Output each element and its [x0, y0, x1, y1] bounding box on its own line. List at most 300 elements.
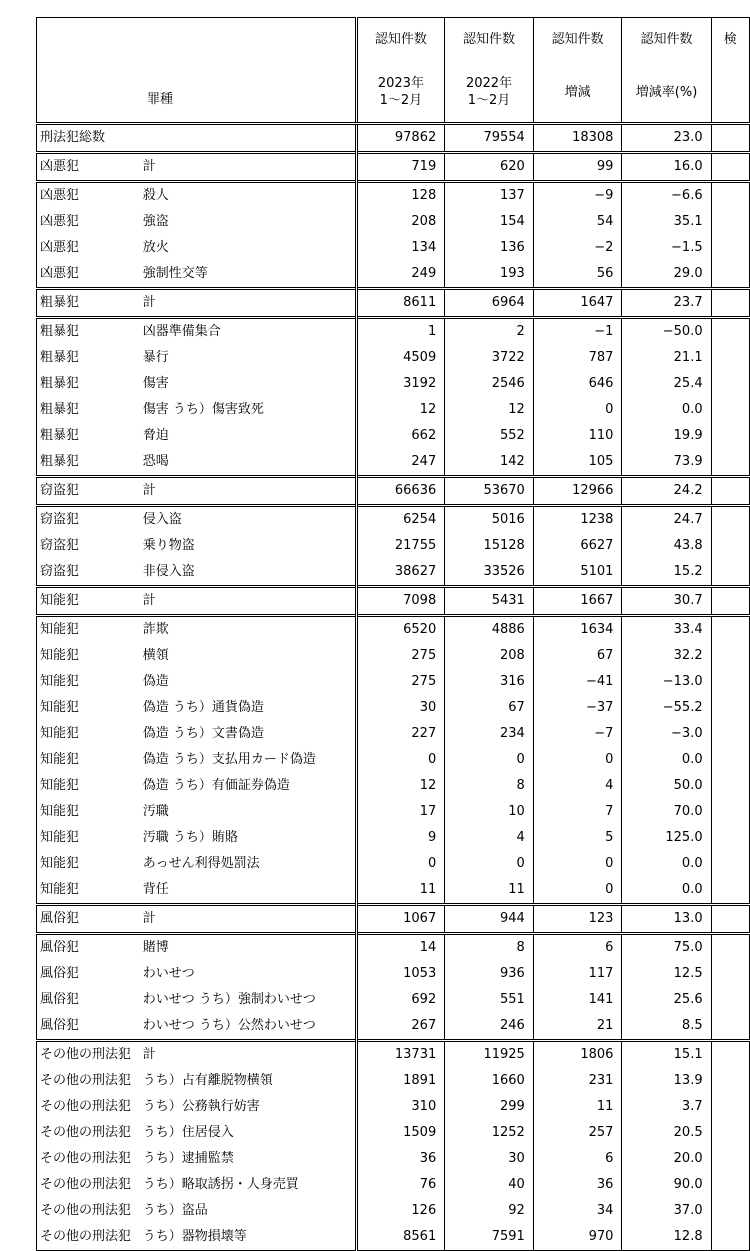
count-2023: 662	[356, 423, 445, 449]
clipped-cell	[711, 1013, 749, 1041]
count-2022: 246	[445, 1013, 534, 1041]
crime-subtype: うち）盗品	[143, 1198, 356, 1224]
crime-category: 風俗犯	[37, 934, 143, 962]
table-row	[37, 397, 750, 423]
crime-subtype: うち）略取誘拐・人身売買	[143, 1172, 356, 1198]
count-2022: 3722	[445, 345, 534, 371]
count-2022: 67	[445, 695, 534, 721]
count-2022: 12	[445, 397, 534, 423]
count-2023: 128	[356, 182, 445, 210]
count-diff: 6	[533, 1146, 622, 1172]
table-row	[37, 825, 750, 851]
count-2022: 4	[445, 825, 534, 851]
count-2022: 1660	[445, 1068, 534, 1094]
count-2022: 299	[445, 1094, 534, 1120]
change-rate: 15.1	[622, 1041, 711, 1069]
count-2022: 2	[445, 318, 534, 346]
table-row	[37, 987, 750, 1013]
clipped-cell	[711, 1198, 749, 1224]
clipped-cell	[711, 533, 749, 559]
table-row	[37, 1041, 750, 1069]
crime-subtype: 偽造 うち）通貨偽造	[143, 695, 356, 721]
table-row	[37, 961, 750, 987]
clipped-cell	[711, 318, 749, 346]
clipped-cell	[711, 506, 749, 534]
change-rate: 37.0	[622, 1198, 711, 1224]
crime-category: その他の刑法犯	[37, 1146, 143, 1172]
crime-subtype: 暴行	[143, 345, 356, 371]
crime-category: 窃盗犯	[37, 559, 143, 587]
crime-subtype: 強盗	[143, 209, 356, 235]
crime-subtype: 偽造 うち）文書偽造	[143, 721, 356, 747]
change-rate: 43.8	[622, 533, 711, 559]
table-row	[37, 559, 750, 587]
crime-subtype: 計	[143, 905, 356, 934]
crime-subtype: 計	[143, 587, 356, 616]
count-diff: 231	[533, 1068, 622, 1094]
table-row	[37, 449, 750, 477]
table-row	[37, 477, 750, 506]
count-2023: 13731	[356, 1041, 445, 1069]
change-rate: 0.0	[622, 747, 711, 773]
clipped-cell	[711, 209, 749, 235]
change-rate: 90.0	[622, 1172, 711, 1198]
change-rate: 30.7	[622, 587, 711, 616]
count-2023: 692	[356, 987, 445, 1013]
count-2022: 0	[445, 851, 534, 877]
crime-subtype: 汚職 うち）賄賂	[143, 825, 356, 851]
count-2023: 8561	[356, 1224, 445, 1251]
count-diff: 141	[533, 987, 622, 1013]
count-2023: 9	[356, 825, 445, 851]
count-2023: 21755	[356, 533, 445, 559]
count-2022: 92	[445, 1198, 534, 1224]
count-2022: 79554	[445, 124, 534, 153]
table-row	[37, 1224, 750, 1251]
crime-category: 知能犯	[37, 747, 143, 773]
crime-category: 知能犯	[37, 799, 143, 825]
count-2022: 551	[445, 987, 534, 1013]
crime-type-header: 罪種	[37, 18, 357, 124]
clipped-cell	[711, 905, 749, 934]
count-2023: 1509	[356, 1120, 445, 1146]
count-2022: 936	[445, 961, 534, 987]
crime-category: その他の刑法犯	[37, 1094, 143, 1120]
crime-subtype: 放火	[143, 235, 356, 261]
change-rate: 20.5	[622, 1120, 711, 1146]
table-row	[37, 506, 750, 534]
count-diff: 0	[533, 397, 622, 423]
count-diff: 646	[533, 371, 622, 397]
clipped-cell	[711, 695, 749, 721]
count-diff: 67	[533, 643, 622, 669]
table-row	[37, 182, 750, 210]
count-2022: 4886	[445, 616, 534, 644]
table-row	[37, 235, 750, 261]
count-2022: 208	[445, 643, 534, 669]
table-row	[37, 799, 750, 825]
crime-category: その他の刑法犯	[37, 1041, 143, 1069]
count-2023: 310	[356, 1094, 445, 1120]
count-2022: 53670	[445, 477, 534, 506]
table-row	[37, 261, 750, 289]
crime-category: 粗暴犯	[37, 449, 143, 477]
crime-subtype: 殺人	[143, 182, 356, 210]
crime-category: 知能犯	[37, 825, 143, 851]
count-diff: 6627	[533, 533, 622, 559]
crime-subtype: 計	[143, 477, 356, 506]
count-diff: 1667	[533, 587, 622, 616]
crime-category: 粗暴犯	[37, 289, 143, 318]
count-diff: 11	[533, 1094, 622, 1120]
col-header-2023: 2023年 1～2月	[356, 62, 445, 124]
count-2022: 944	[445, 905, 534, 934]
crime-subtype: 賭博	[143, 934, 356, 962]
table-row	[37, 153, 750, 182]
count-2023: 36	[356, 1146, 445, 1172]
change-rate: −1.5	[622, 235, 711, 261]
count-2022: 316	[445, 669, 534, 695]
clipped-cell	[711, 587, 749, 616]
count-2023: 247	[356, 449, 445, 477]
count-diff: 99	[533, 153, 622, 182]
clipped-cell	[711, 153, 749, 182]
count-2023: 134	[356, 235, 445, 261]
change-rate: 23.7	[622, 289, 711, 318]
count-2023: 11	[356, 877, 445, 905]
count-diff: 117	[533, 961, 622, 987]
clipped-cell	[711, 124, 749, 153]
crime-statistics-table	[36, 17, 750, 1251]
crime-subtype: わいせつ	[143, 961, 356, 987]
crime-subtype: 計	[143, 1041, 356, 1069]
count-2023: 6254	[356, 506, 445, 534]
crime-category: 風俗犯	[37, 987, 143, 1013]
count-2023: 12	[356, 773, 445, 799]
count-diff: 110	[533, 423, 622, 449]
crime-subtype: うち）逮捕監禁	[143, 1146, 356, 1172]
count-2023: 1891	[356, 1068, 445, 1094]
clipped-cell	[711, 1041, 749, 1069]
count-diff: 56	[533, 261, 622, 289]
crime-subtype: 横領	[143, 643, 356, 669]
crime-category: 粗暴犯	[37, 318, 143, 346]
count-2022: 11925	[445, 1041, 534, 1069]
crime-category: 風俗犯	[37, 961, 143, 987]
crime-category: 知能犯	[37, 851, 143, 877]
count-2022: 620	[445, 153, 534, 182]
count-diff: 5101	[533, 559, 622, 587]
count-2023: 12	[356, 397, 445, 423]
clipped-cell	[711, 182, 749, 210]
table-row	[37, 773, 750, 799]
count-diff: 36	[533, 1172, 622, 1198]
clipped-cell	[711, 423, 749, 449]
change-rate: 70.0	[622, 799, 711, 825]
clipped-cell	[711, 1068, 749, 1094]
crime-category: 凶悪犯	[37, 182, 143, 210]
crime-subtype: 侵入盗	[143, 506, 356, 534]
count-diff: 6	[533, 934, 622, 962]
table-row	[37, 905, 750, 934]
crime-category: 粗暴犯	[37, 371, 143, 397]
change-rate: 0.0	[622, 397, 711, 423]
clipped-cell	[711, 289, 749, 318]
crime-category: 知能犯	[37, 773, 143, 799]
change-rate: 8.5	[622, 1013, 711, 1041]
count-diff: 5	[533, 825, 622, 851]
crime-category: 粗暴犯	[37, 423, 143, 449]
clipped-cell	[711, 643, 749, 669]
clipped-cell	[711, 851, 749, 877]
change-rate: 50.0	[622, 773, 711, 799]
change-rate: 125.0	[622, 825, 711, 851]
crime-subtype: 傷害 うち）傷害致死	[143, 397, 356, 423]
crime-category: その他の刑法犯	[37, 1198, 143, 1224]
count-diff: 0	[533, 747, 622, 773]
clipped-cell	[711, 1224, 749, 1251]
change-rate: 13.0	[622, 905, 711, 934]
count-diff: −1	[533, 318, 622, 346]
count-diff: 123	[533, 905, 622, 934]
count-2022: 33526	[445, 559, 534, 587]
table-row	[37, 345, 750, 371]
count-2022: 137	[445, 182, 534, 210]
crime-subtype: 計	[143, 289, 356, 318]
table-row	[37, 747, 750, 773]
crime-subtype: 恐喝	[143, 449, 356, 477]
count-2023: 267	[356, 1013, 445, 1041]
count-2023: 1067	[356, 905, 445, 934]
clipped-cell	[711, 477, 749, 506]
count-2022: 154	[445, 209, 534, 235]
crime-subtype: うち）器物損壊等	[143, 1224, 356, 1251]
count-2022: 1252	[445, 1120, 534, 1146]
clipped-cell	[711, 261, 749, 289]
clipped-cell	[711, 721, 749, 747]
count-2023: 0	[356, 851, 445, 877]
count-diff: 4	[533, 773, 622, 799]
count-diff: −7	[533, 721, 622, 747]
count-diff: 970	[533, 1224, 622, 1251]
crime-subtype: 偽造 うち）支払用カード偽造	[143, 747, 356, 773]
clipped-cell	[711, 747, 749, 773]
crime-subtype: 乗り物盗	[143, 533, 356, 559]
count-diff: 1634	[533, 616, 622, 644]
table-row	[37, 934, 750, 962]
count-2022: 8	[445, 934, 534, 962]
clipped-cell	[711, 235, 749, 261]
table-row	[37, 124, 750, 153]
clipped-cell	[711, 773, 749, 799]
change-rate: 24.7	[622, 506, 711, 534]
change-rate: 16.0	[622, 153, 711, 182]
table-row	[37, 1094, 750, 1120]
change-rate: 75.0	[622, 934, 711, 962]
count-diff: 257	[533, 1120, 622, 1146]
count-2022: 142	[445, 449, 534, 477]
count-2023: 1	[356, 318, 445, 346]
change-rate: 13.9	[622, 1068, 711, 1094]
clipped-cell	[711, 616, 749, 644]
crime-category: 知能犯	[37, 616, 143, 644]
count-diff: −37	[533, 695, 622, 721]
count-2023: 76	[356, 1172, 445, 1198]
crime-subtype: うち）住居侵入	[143, 1120, 356, 1146]
count-diff: 7	[533, 799, 622, 825]
clipped-cell	[711, 934, 749, 962]
crime-category: 風俗犯	[37, 905, 143, 934]
count-2022: 10	[445, 799, 534, 825]
count-2022: 30	[445, 1146, 534, 1172]
count-diff: 18308	[533, 124, 622, 153]
change-rate: 19.9	[622, 423, 711, 449]
count-diff: −9	[533, 182, 622, 210]
count-2022: 40	[445, 1172, 534, 1198]
count-diff: 54	[533, 209, 622, 235]
table-row	[37, 533, 750, 559]
count-2022: 136	[445, 235, 534, 261]
change-rate: 21.1	[622, 345, 711, 371]
crime-category: 凶悪犯	[37, 209, 143, 235]
crime-category: 窃盗犯	[37, 506, 143, 534]
crime-subtype: わいせつ うち）公然わいせつ	[143, 1013, 356, 1041]
crime-subtype: 非侵入盗	[143, 559, 356, 587]
count-2022: 234	[445, 721, 534, 747]
crime-category: 凶悪犯	[37, 235, 143, 261]
count-2023: 1053	[356, 961, 445, 987]
table-row	[37, 851, 750, 877]
clipped-cell	[711, 371, 749, 397]
count-2023: 6520	[356, 616, 445, 644]
count-diff: 1238	[533, 506, 622, 534]
col-header-top: 認知件数	[533, 18, 622, 63]
crime-subtype: わいせつ うち）強制わいせつ	[143, 987, 356, 1013]
clipped-cell	[711, 559, 749, 587]
col-header-rate: 増減率(%)	[622, 62, 711, 124]
change-rate: 12.5	[622, 961, 711, 987]
count-2023: 3192	[356, 371, 445, 397]
crime-subtype: うち）占有離脱物横領	[143, 1068, 356, 1094]
count-2023: 0	[356, 747, 445, 773]
change-rate: 32.2	[622, 643, 711, 669]
change-rate: 23.0	[622, 124, 711, 153]
change-rate: 3.7	[622, 1094, 711, 1120]
count-2023: 7098	[356, 587, 445, 616]
count-2023: 208	[356, 209, 445, 235]
change-rate: 0.0	[622, 877, 711, 905]
count-2022: 5431	[445, 587, 534, 616]
change-rate: 15.2	[622, 559, 711, 587]
count-2023: 4509	[356, 345, 445, 371]
table-row	[37, 616, 750, 644]
change-rate: −55.2	[622, 695, 711, 721]
crime-subtype: うち）公務執行妨害	[143, 1094, 356, 1120]
change-rate: 73.9	[622, 449, 711, 477]
col-header-top: 認知件数	[356, 18, 445, 63]
crime-category: その他の刑法犯	[37, 1120, 143, 1146]
count-2023: 97862	[356, 124, 445, 153]
clipped-cell	[711, 799, 749, 825]
table-row	[37, 1146, 750, 1172]
crime-category: 凶悪犯	[37, 261, 143, 289]
col-header-top: 検	[711, 18, 749, 63]
count-2023: 719	[356, 153, 445, 182]
count-2022: 15128	[445, 533, 534, 559]
count-2022: 5016	[445, 506, 534, 534]
count-2022: 8	[445, 773, 534, 799]
count-2022: 6964	[445, 289, 534, 318]
count-2023: 38627	[356, 559, 445, 587]
count-2023: 17	[356, 799, 445, 825]
clipped-cell	[711, 1094, 749, 1120]
table-row	[37, 1198, 750, 1224]
crime-category: その他の刑法犯	[37, 1172, 143, 1198]
count-diff: 0	[533, 851, 622, 877]
count-2023: 275	[356, 643, 445, 669]
count-2022: 7591	[445, 1224, 534, 1251]
change-rate: −6.6	[622, 182, 711, 210]
count-diff: 1647	[533, 289, 622, 318]
change-rate: −13.0	[622, 669, 711, 695]
crime-subtype: 凶器準備集合	[143, 318, 356, 346]
table-row	[37, 669, 750, 695]
table-row	[37, 587, 750, 616]
clipped-cell	[711, 1172, 749, 1198]
crime-category: 知能犯	[37, 877, 143, 905]
count-diff: 12966	[533, 477, 622, 506]
table-row	[37, 1172, 750, 1198]
clipped-cell	[711, 1146, 749, 1172]
crime-category: 知能犯	[37, 587, 143, 616]
col-header-clip	[711, 62, 749, 124]
col-header-top: 認知件数	[622, 18, 711, 63]
col-header-diff: 増減	[533, 62, 622, 124]
crime-subtype: 偽造	[143, 669, 356, 695]
count-diff: 1806	[533, 1041, 622, 1069]
clipped-cell	[711, 449, 749, 477]
count-2023: 126	[356, 1198, 445, 1224]
count-2023: 249	[356, 261, 445, 289]
count-2022: 193	[445, 261, 534, 289]
crime-subtype: 偽造 うち）有価証券偽造	[143, 773, 356, 799]
count-2023: 66636	[356, 477, 445, 506]
change-rate: −3.0	[622, 721, 711, 747]
crime-category: その他の刑法犯	[37, 1224, 143, 1251]
crime-category: 粗暴犯	[37, 397, 143, 423]
crime-category: 刑法犯総数	[37, 124, 357, 153]
count-diff: 21	[533, 1013, 622, 1041]
clipped-cell	[711, 877, 749, 905]
crime-subtype: 脅迫	[143, 423, 356, 449]
clipped-cell	[711, 345, 749, 371]
count-2022: 2546	[445, 371, 534, 397]
crime-subtype: 強制性交等	[143, 261, 356, 289]
count-diff: 787	[533, 345, 622, 371]
crime-subtype: あっせん利得処罰法	[143, 851, 356, 877]
crime-subtype: 背任	[143, 877, 356, 905]
count-2023: 8611	[356, 289, 445, 318]
count-2022: 0	[445, 747, 534, 773]
count-2023: 227	[356, 721, 445, 747]
crime-subtype: 計	[143, 153, 356, 182]
count-2022: 11	[445, 877, 534, 905]
table-row	[37, 695, 750, 721]
count-diff: −2	[533, 235, 622, 261]
crime-category: 知能犯	[37, 721, 143, 747]
clipped-cell	[711, 961, 749, 987]
table-row	[37, 289, 750, 318]
